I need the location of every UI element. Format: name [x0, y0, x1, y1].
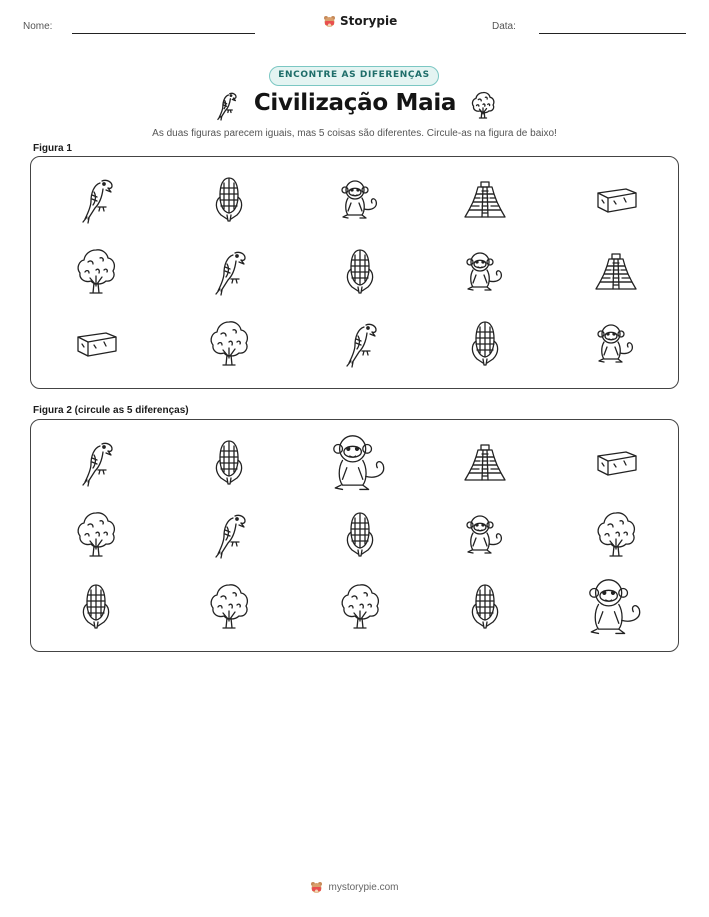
figure-2-label: Figura 2 (circule as 5 diferenças) [33, 405, 189, 416]
date-line[interactable] [539, 33, 686, 34]
fig2-pyramid-icon[interactable] [459, 442, 511, 482]
fig1-corn-icon [340, 247, 380, 295]
fig1-parrot-icon [209, 247, 249, 295]
fig2-parrot-icon[interactable] [76, 438, 116, 486]
fig2-tree-icon[interactable] [207, 581, 251, 631]
title-tree-icon [470, 90, 496, 120]
figure-2-panel[interactable] [30, 419, 679, 652]
fig1-parrot-icon [340, 319, 380, 367]
fig2-stone-icon[interactable] [592, 446, 640, 478]
fig1-monkey-icon [594, 321, 638, 365]
activity-tag: ENCONTRE AS DIFERENÇAS [269, 66, 439, 86]
fig1-tree-icon [74, 246, 118, 296]
fig2-corn-icon[interactable] [465, 582, 505, 630]
fig1-monkey-icon [338, 177, 382, 221]
page-title: Civilização Maia [253, 90, 457, 116]
name-label: Nome: [23, 21, 53, 32]
storypie-logo [323, 14, 397, 28]
fig1-corn-icon [465, 319, 505, 367]
fig2-tree-icon[interactable] [74, 509, 118, 559]
date-label: Data: [492, 21, 516, 32]
fig2-tree-icon[interactable] [338, 581, 382, 631]
fig1-stone-icon [72, 327, 120, 359]
figure-1-panel [30, 156, 679, 389]
figure-1-label: Figura 1 [33, 143, 72, 154]
fig1-monkey-icon [463, 249, 507, 293]
brand-name: Storypie [340, 14, 398, 28]
fig2-tree-icon[interactable] [594, 509, 638, 559]
fig2-corn-icon[interactable] [76, 582, 116, 630]
name-line[interactable] [72, 33, 255, 34]
fig2-monkey-icon[interactable] [328, 430, 392, 494]
fig2-parrot-icon[interactable] [209, 510, 249, 558]
fig1-stone-icon [592, 183, 640, 215]
footer-url[interactable]: mystorypie.com [328, 882, 399, 893]
fig2-monkey-icon[interactable] [584, 574, 648, 638]
fig1-corn-icon [209, 175, 249, 223]
bear-icon [323, 15, 336, 28]
fig2-corn-icon[interactable] [340, 510, 380, 558]
bear-icon [310, 881, 323, 894]
fig1-parrot-icon [76, 175, 116, 223]
fig2-monkey-icon[interactable] [463, 512, 507, 556]
fig1-pyramid-icon [590, 251, 642, 291]
fig1-pyramid-icon [459, 179, 511, 219]
footer [0, 881, 709, 894]
fig1-tree-icon [207, 318, 251, 368]
instructions: As duas figuras parecem iguais, mas 5 coisas são diferentes. Circule-as na figura de baixo! [152, 128, 557, 139]
fig2-corn-icon[interactable] [209, 438, 249, 486]
